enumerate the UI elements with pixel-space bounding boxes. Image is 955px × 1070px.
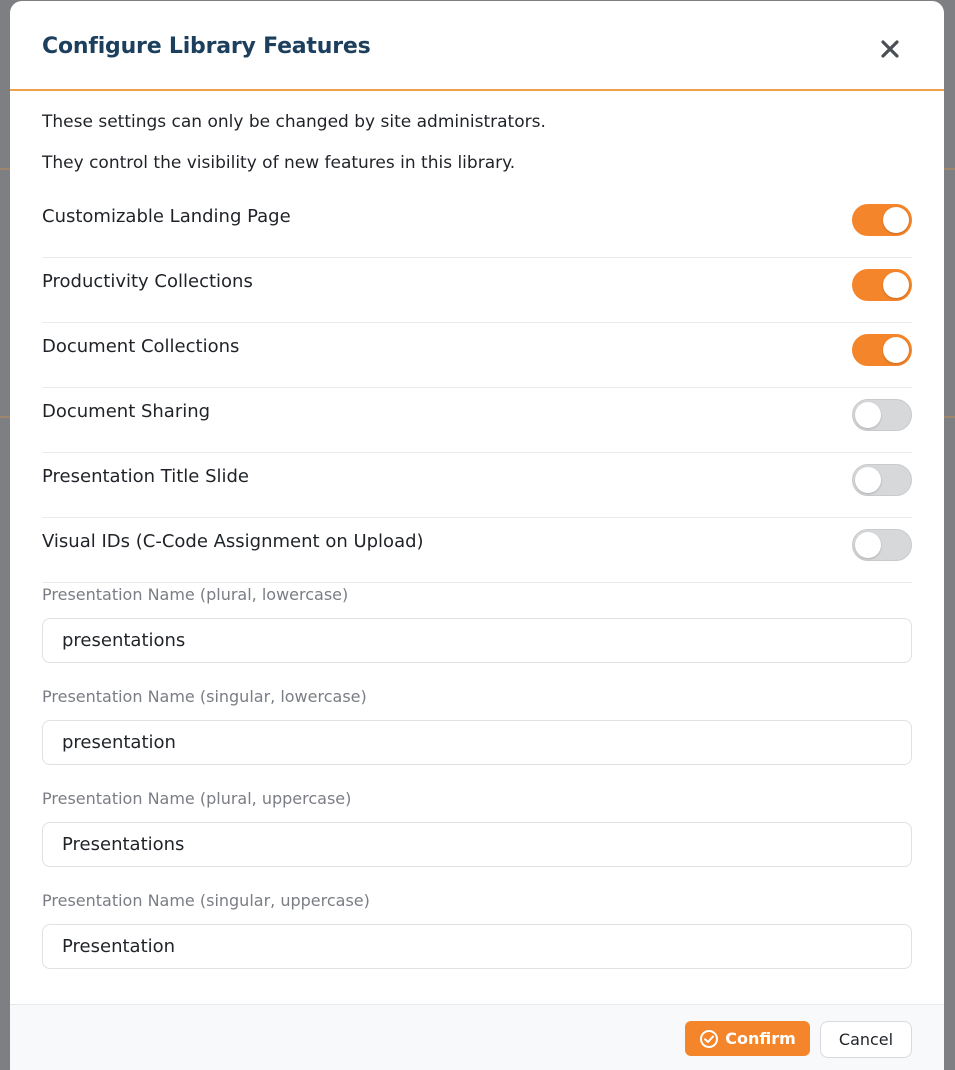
plural-lowercase-input[interactable] — [42, 618, 912, 663]
dialog-title: Configure Library Features — [42, 34, 371, 59]
plural-uppercase-input[interactable] — [42, 822, 912, 867]
feature-row-document-sharing — [42, 388, 912, 453]
feature-row-presentation-title-slide — [42, 453, 912, 518]
intro-text-admin: These settings can only be changed by site administrators. — [42, 112, 546, 132]
visual-ids-toggle[interactable] — [852, 529, 912, 561]
toggle-knob — [883, 207, 909, 233]
check-circle-icon — [699, 1029, 719, 1049]
close-icon — [880, 39, 900, 59]
configure-features-dialog — [10, 1, 944, 1070]
feature-toggle-list — [42, 193, 912, 583]
singular-lowercase-input[interactable] — [42, 720, 912, 765]
document-collections-toggle[interactable] — [852, 334, 912, 366]
field-singular-lowercase — [42, 685, 912, 787]
dialog-header — [10, 1, 944, 91]
singular-uppercase-input[interactable] — [42, 924, 912, 969]
field-label: Presentation Name (plural, uppercase) — [42, 789, 352, 808]
backdrop-divider — [0, 168, 10, 170]
confirm-button[interactable] — [685, 1021, 810, 1056]
toggle-knob — [883, 337, 909, 363]
backdrop-divider — [944, 168, 955, 170]
feature-label: Document Collections — [42, 336, 240, 357]
document-sharing-toggle[interactable] — [852, 399, 912, 431]
toggle-knob — [855, 402, 881, 428]
field-label: Presentation Name (singular, uppercase) — [42, 891, 370, 910]
feature-row-productivity-collections — [42, 258, 912, 323]
dialog-body — [42, 91, 912, 991]
feature-row-landing-page — [42, 193, 912, 258]
feature-label: Document Sharing — [42, 401, 211, 422]
dialog-footer — [10, 1004, 944, 1070]
toggle-knob — [883, 272, 909, 298]
feature-row-document-collections — [42, 323, 912, 388]
presentation-title-slide-toggle[interactable] — [852, 464, 912, 496]
toggle-knob — [855, 467, 881, 493]
intro-text-visibility: They control the visibility of new features in this library. — [42, 153, 516, 173]
landing-page-toggle[interactable] — [852, 204, 912, 236]
cancel-button[interactable]: Cancel — [820, 1021, 912, 1058]
feature-label: Visual IDs (C-Code Assignment on Upload) — [42, 531, 424, 552]
close-button[interactable] — [872, 33, 908, 65]
field-label: Presentation Name (plural, lowercase) — [42, 585, 349, 604]
field-singular-uppercase — [42, 889, 912, 991]
field-label: Presentation Name (singular, lowercase) — [42, 687, 367, 706]
productivity-collections-toggle[interactable] — [852, 269, 912, 301]
backdrop-divider — [0, 416, 10, 418]
toggle-knob — [855, 532, 881, 558]
feature-label: Customizable Landing Page — [42, 206, 291, 227]
backdrop-divider — [944, 416, 955, 418]
presentation-name-fields — [42, 583, 912, 991]
feature-label: Productivity Collections — [42, 271, 253, 292]
feature-row-visual-ids — [42, 518, 912, 583]
field-plural-lowercase — [42, 583, 912, 685]
field-plural-uppercase — [42, 787, 912, 889]
confirm-label: Confirm — [725, 1029, 796, 1048]
feature-label: Presentation Title Slide — [42, 466, 249, 487]
